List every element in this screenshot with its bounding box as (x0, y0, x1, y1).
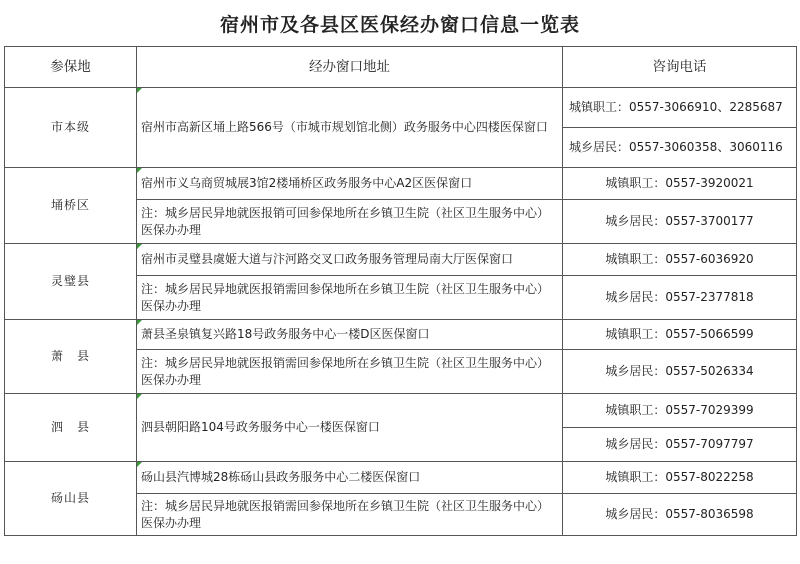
region-cell: 砀山县 (5, 462, 137, 536)
table-row (5, 320, 797, 350)
header-region: 参保地 (5, 47, 137, 88)
phone-cell: 城乡居民：0557-2377818 (563, 276, 797, 320)
note-cell: 注：城乡居民异地就医报销需回参保地所在乡镇卫生院（社区卫生服务中心）医保办办理 (137, 350, 563, 394)
phone-cell: 城镇职工：0557-7029399 (563, 394, 797, 428)
note-cell: 注：城乡居民异地就医报销可回参保地所在乡镇卫生院（社区卫生服务中心）医保办办理 (137, 200, 563, 244)
table-title: 宿州市及各县区医保经办窗口信息一览表 (219, 13, 580, 36)
phone-cell: 城乡居民：0557-3700177 (563, 200, 797, 244)
phone-cell: 城镇职工：0557-3066910、2285687 (563, 88, 797, 128)
phone-cell: 城镇职工：0557-8022258 (563, 462, 797, 494)
table-row (5, 462, 797, 494)
address-cell: 砀山县汽博城28栋砀山县政务服务中心二楼医保窗口 (137, 462, 563, 494)
phone-cell: 城镇职工：0557-6036920 (563, 244, 797, 276)
table-row (5, 244, 797, 276)
header-row (5, 47, 797, 88)
address-cell: 萧县圣泉镇复兴路18号政务服务中心一楼D区医保窗口 (137, 320, 563, 350)
region-cell: 灵璧县 (5, 244, 137, 320)
region-cell: 市本级 (5, 88, 137, 168)
info-table (4, 46, 797, 536)
phone-cell: 城乡居民：0557-7097797 (563, 428, 797, 462)
region-cell: 泗 县 (5, 394, 137, 462)
header-address: 经办窗口地址 (137, 47, 563, 88)
phone-cell: 城镇职工：0557-5066599 (563, 320, 797, 350)
region-cell: 萧 县 (5, 320, 137, 394)
address-cell: 泗县朝阳路104号政务服务中心一楼医保窗口 (137, 394, 563, 462)
phone-cell: 城乡居民：0557-5026334 (563, 350, 797, 394)
phone-cell: 城乡居民：0557-3060358、3060116 (563, 128, 797, 168)
table-row (5, 394, 797, 428)
table-row (5, 168, 797, 200)
phone-cell: 城镇职工：0557-3920021 (563, 168, 797, 200)
phone-cell: 城乡居民：0557-8036598 (563, 494, 797, 536)
address-cell: 宿州市高新区埇上路566号（市城市规划馆北侧）政务服务中心四楼医保窗口 (137, 88, 563, 168)
header-phone: 咨询电话 (563, 47, 797, 88)
address-cell: 宿州市灵璧县虞姬大道与汴河路交叉口政务服务管理局南大厅医保窗口 (137, 244, 563, 276)
address-cell: 宿州市义乌商贸城展3馆2楼埇桥区政务服务中心A2区医保窗口 (137, 168, 563, 200)
region-cell: 埇桥区 (5, 168, 137, 244)
table-row (5, 88, 797, 128)
note-cell: 注：城乡居民异地就医报销需回参保地所在乡镇卫生院（社区卫生服务中心）医保办办理 (137, 276, 563, 320)
note-cell: 注：城乡居民异地就医报销需回参保地所在乡镇卫生院（社区卫生服务中心）医保办办理 (137, 494, 563, 536)
